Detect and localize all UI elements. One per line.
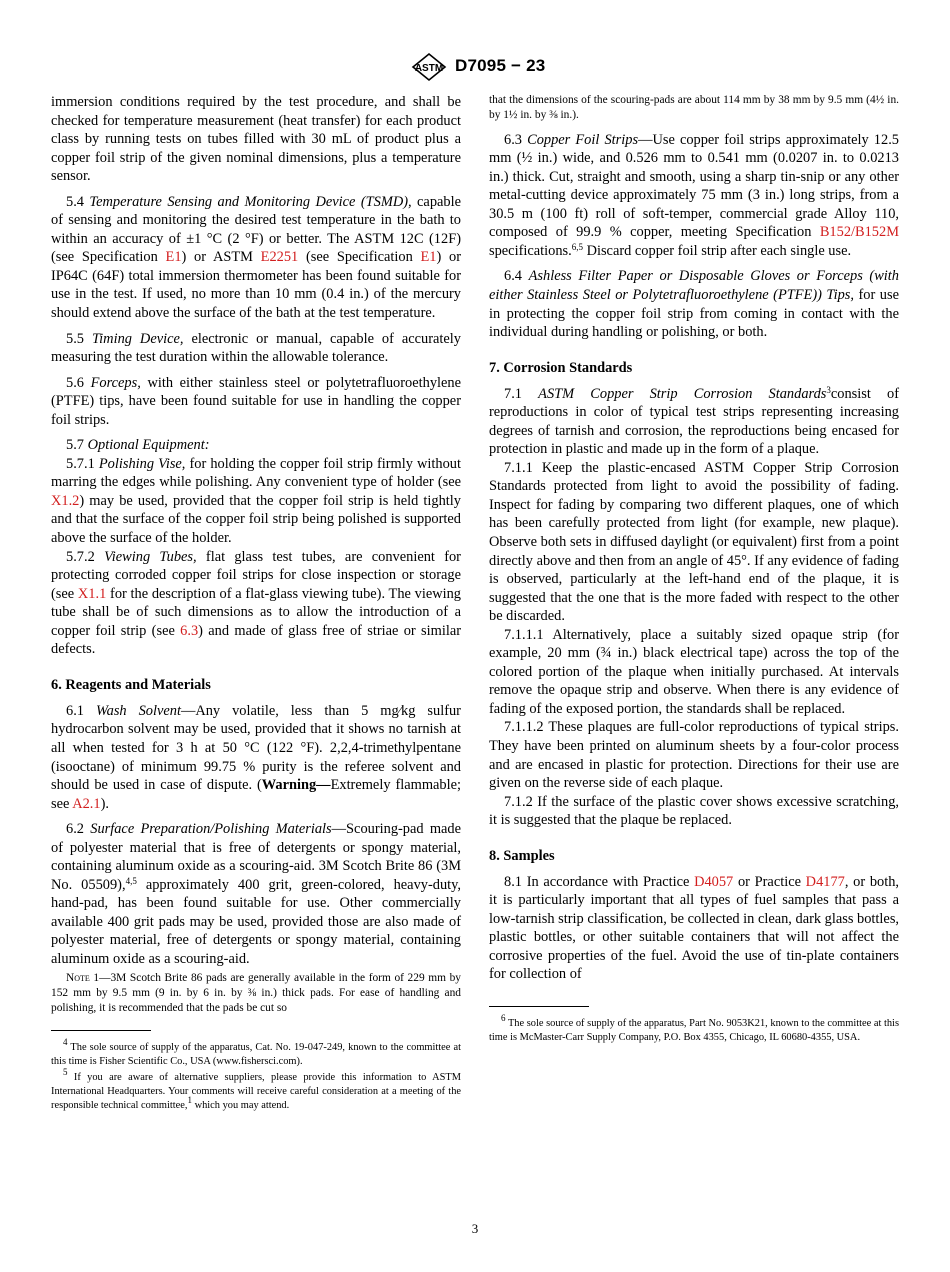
ref-d4057-link[interactable]: D4057 (694, 873, 734, 890)
footnote-6: $^6$ The sole source of supply of the apparatus, Part No. 9053K21, known to the committee at this time is McMaster-Carr Supply Company, P.O. Box 4355, Chicago, IL 60680-4355, USA. (489, 1013, 899, 1044)
section-5-4: 5.4 Temperature Sensing and Monitoring Device (TSMD), capable of sensing and monitoring the desired test temperature in the bath to within an accuracy of ±1 °C (2 °F) or better. The ASTM 12C (12F) (see Specification E1) or ASTM E2251 (see Specification E1) or IP64C (64F) total immersion thermometer has been found suitable for use in the test. If used, no more than 10 mm (0.4 in.) of the mercury should extend above the surface of the bath at the test temperature. (51, 193, 461, 322)
section-5-5: 5.5 Timing Device, electronic or manual, capable of accurately measuring the test duration within the allowable tolerance. (51, 330, 461, 366)
section-6-1: 6.1 Wash Solvent—Any volatile, less than 5 mg⁄kg sulfur hydrocarbon solvent may be used, provided that it shows no tarnish at all when tested for 3 h at 50 °C (122 °F). 2,2,4-trimethylpentane (isooctane) of minimum 99.75 % purity is the referee solvent and should be used in case of dispute. (Warning—Extremely flammable; see A2.1). (51, 702, 461, 812)
section-5-7: 5.7 Optional Equipment: (66, 437, 210, 454)
ref-x1-2-link[interactable]: X1.2 (51, 492, 80, 509)
section-7-1-1-1: 7.1.1.1 Alternatively, place a suitably sized opaque strip (for example, 20 mm (¾ in.) black electrical tape) across the top of the colored portion of the plaque when initially purchased. At intervals remove the opaque strip and observe. When there is any evidence of fading of the exposed portion, the standards shall be replaced. (489, 626, 899, 717)
section-7-1-1-2: 7.1.1.2 These plaques are full-color reproductions of typical strips. They have been printed on aluminum sheets by a four-color process and are encased in plastic for protection. Directions for their use are given on the reverse side of each plaque. (489, 719, 899, 792)
page-header (0, 52, 950, 84)
section-6-2: 6.2 Surface Preparation/Polishing Materials—Scouring-pad made of polyester material that is free of detergents or spongy material, containing aluminum oxide as a scouring-aid. 3M Scotch Brite 86 (3M No. 05509),$^{4,5}$ approximately 400 grit, green-colored, heavy-duty, hand-pad, has been found suitable for use. Other commercially available 400 grit pads may be used, provided those are also made of polyester material, free of detergents or spongy material, containing aluminum oxide as a scouring-aid. (51, 821, 462, 967)
section-5-6: 5.6 Forceps, with either stainless steel or polytetrafluoroethylene (PTFE) tips, have been found suitable for use in handling the copper foil strips. (51, 374, 461, 428)
footnote-4: $^4$ The sole source of supply of the apparatus, Cat. No. 19-047-249, known to the committee at this time is Fisher Scientific Co., USA (www.fishersci.com). (51, 1037, 461, 1068)
paragraph-continued: immersion conditions required by the test procedure, and shall be checked for temperature measurement (heat transfer) for each product class by running tests on tubes filled with 30 mL of product plus a copper foil strip of the given nominal dimensions, plus a temperature sensor. (51, 94, 461, 185)
note-1: Note 1—3M Scotch Brite 86 pads are generally available in the form of 229 mm by 152 mm by 9.5 mm (9 in. by 6 in. by ⅜ in.) thick pads. For ease of handling and polishing, it is recommended that the pads be cut so (51, 971, 461, 1015)
svg-text:ASTM: ASTM (414, 63, 444, 74)
section-5-7-1: 5.7.1 Polishing Vise, for holding the copper foil strip firmly without marring the edges while polishing. Any convenient type of holder (see X1.2) may be used, provided that the copper foil strip is held tightly and that the surface of the copper foil strip being polished is supported above the surface of the holder. (51, 455, 461, 547)
section-heading-8: 8. Samples (489, 847, 555, 864)
ref-a2-1-link[interactable]: A2.1 (72, 795, 101, 812)
section-6-3: 6.3 Copper Foil Strips—Use copper foil strips approximately 12.5 mm (½ in.) wide, and 0.526 mm to 0.541 mm (0.0207 in. to 0.0213 in.) thick. Cut, straight and smooth, using a sharp tin-snip or any other metal-cutting device approximately 75 mm (3 in.) long strips, from a 30.5 m (100 ft) roll of soft-temper, commercial grade Alloy 110, composed of 99.9 % copper, meeting Specification B152/B152M specifications.$^{6,5}$ Discard copper foil strip after each single use. (489, 131, 899, 259)
astm-logo-icon (409, 52, 449, 82)
section-8-1: 8.1 In accordance with Practice D4057 or Practice D4177, or both, it is particularly important that all types of fuel samples that pass a low-tarnish strip classification, be collected in clean, dark glass bottles, plastic bottles, or other suitable containers that will not affect the corrosive properties of the fuel. Avoid the use of tin-plate containers for collection of (489, 873, 900, 983)
ref-x1-1-link[interactable]: X1.1 (77, 585, 107, 602)
ref-d4177-link[interactable]: D4177 (805, 873, 845, 890)
ref-e1-link[interactable]: E1 (420, 249, 437, 266)
ref-e1-link[interactable]: E1 (165, 249, 182, 266)
standard-designation: D7095 − 23 (455, 56, 546, 75)
section-7-1-1: 7.1.1 Keep the plastic-encased ASTM Copper Strip Corrosion Standards protected from light to avoid the possibility of fading. Inspect for fading by comparing two different plaques, one of which has been carefully protected from light (for example, new plaque). Observe both sets in diffused daylight (or equivalent) first from a point directly above and then from an angle of 45°. If any evidence of fading is observed, particularly at the left-hand end of the plaque, it is suggested that the one that is the more faded with respect to the other be discarded. (489, 459, 899, 625)
section-7-1: 7.1 ASTM Copper Strip Corrosion Standards$^3$consist of reproductions in color of typical test strips representing increasing degrees of tarnish and corrosion, the reproductions being encased for protection in plastic and made up in the form of a plaque. (489, 384, 899, 458)
ref-6-3-link[interactable]: 6.3 (180, 622, 199, 639)
footnote-divider (489, 1006, 589, 1007)
ref-b152-link[interactable]: B152/B152M (819, 224, 899, 241)
section-heading-7: 7. Corrosion Standards (489, 359, 633, 376)
left-column (51, 93, 461, 1115)
section-5-7-2: 5.7.2 Viewing Tubes, flat glass test tubes, are convenient for protecting corroded copper foil strips for close inspection or storage (see X1.1 for the description of a flat-glass viewing tube). The viewing tube shall be of such dimensions as to allow the introduction of a copper foil strip (see 6.3) and made of glass free of striae or similar defects. (51, 548, 461, 658)
note-1-continued: that the dimensions of the scouring-pads are about 114 mm by 38 mm by 9.5 mm (4½ in. by 1½ in. by ⅜ in.). (489, 94, 899, 122)
ref-e2251-link[interactable]: E2251 (260, 249, 299, 266)
footnote-divider (51, 1030, 151, 1031)
section-6-4: 6.4 Ashless Filter Paper or Disposable Gloves or Forceps (with either Stainless Steel or Polytetrafluoroethylene (PTFE)) Tips, for use in protecting the copper foil strip from coming in contact with the individual during handling or polishing, or both. (489, 268, 899, 341)
right-column (489, 93, 899, 1047)
footnote-5: $^5$ If you are aware of alternative suppliers, please provide this information to ASTM International Headquarters. Your comments will receive careful consideration at a meeting of the responsible technical committee,$^1$ which you may attend. (51, 1067, 461, 1112)
page-number: 3 (471, 1221, 479, 1236)
section-heading-6: 6. Reagents and Materials (51, 676, 211, 693)
section-7-1-2: 7.1.2 If the surface of the plastic cover shows excessive scratching, it is suggested that the plaque be replaced. (489, 793, 899, 829)
